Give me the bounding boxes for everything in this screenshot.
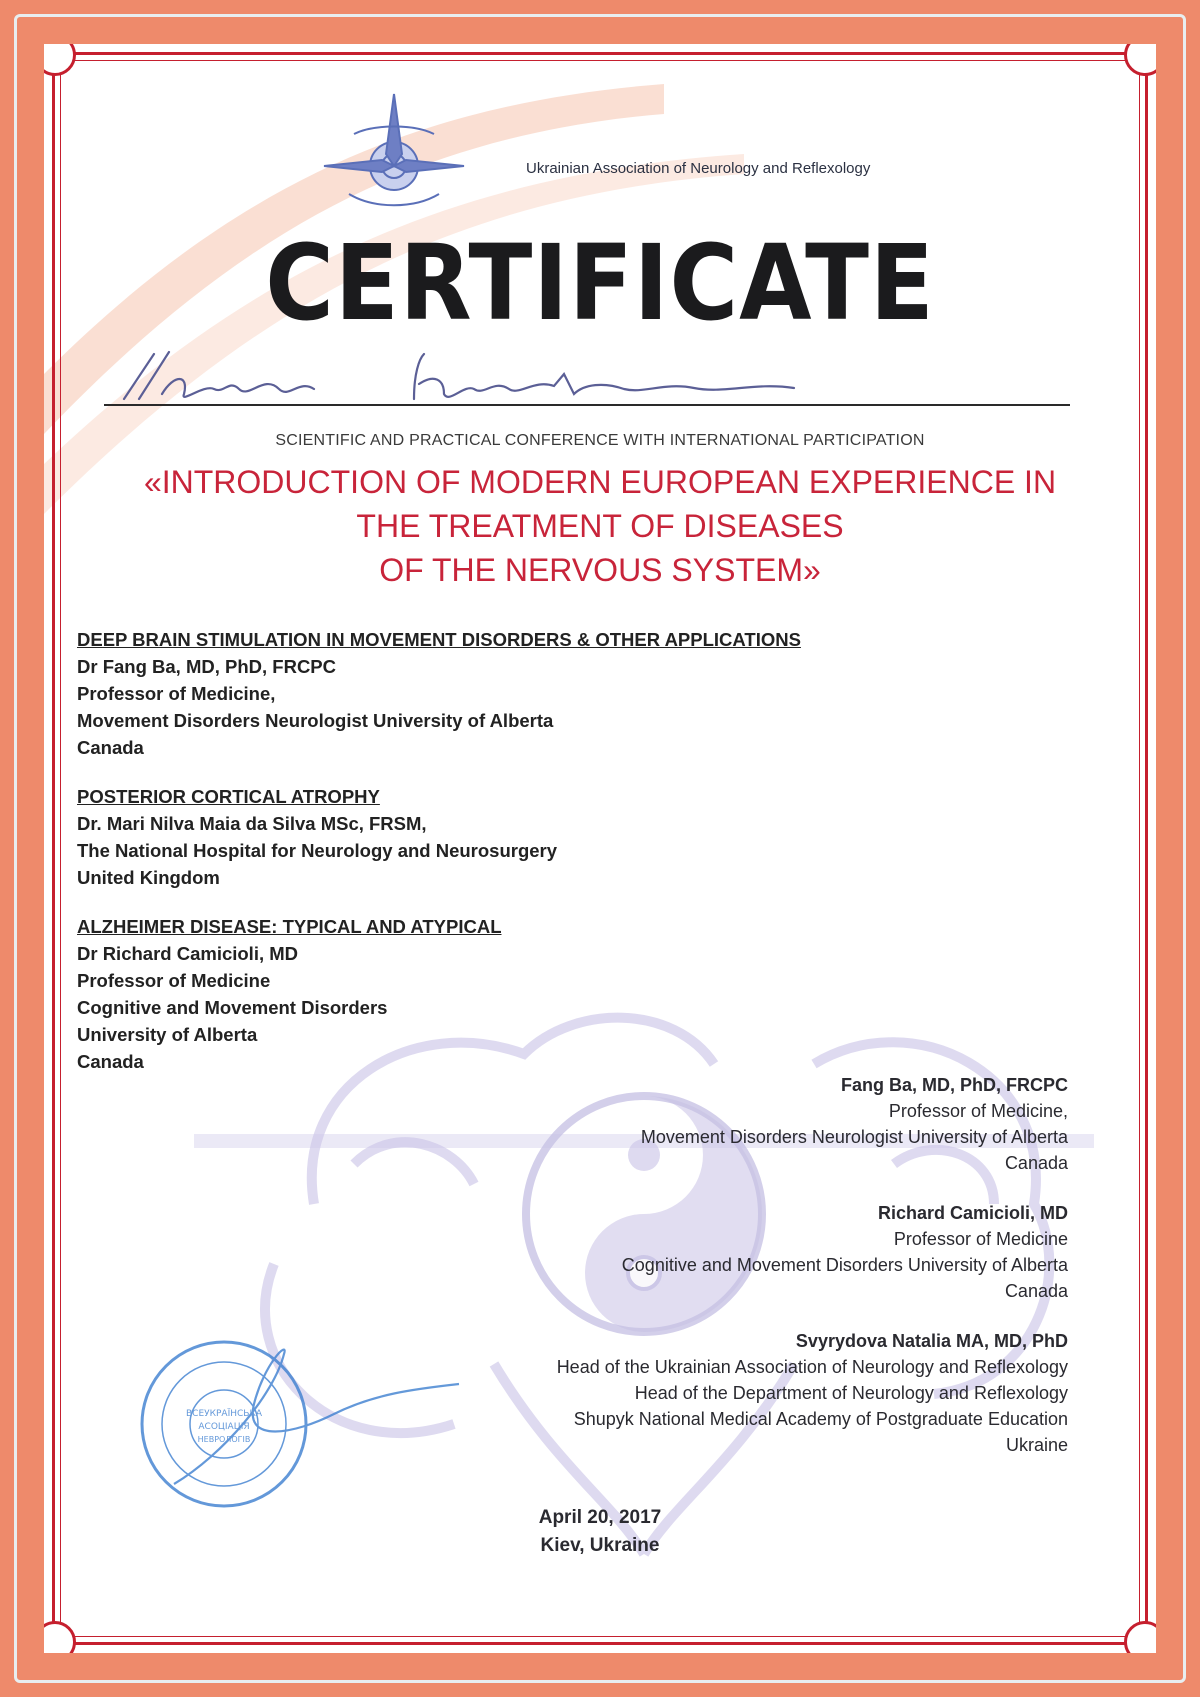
signer-line: Shupyk National Medical Academy of Postgraduate Education <box>573 1409 1068 1429</box>
svg-text:АСОЦІАЦІЯ: АСОЦІАЦІЯ <box>198 1422 250 1432</box>
date-place-block <box>44 1504 1156 1560</box>
lecture-line: Canada <box>77 737 144 758</box>
signer-name: Svyrydova Natalia MA, MD, PhD <box>795 1331 1068 1351</box>
conference-title <box>44 460 1156 592</box>
svg-text:ВСЕУКРАЇНСЬКА: ВСЕУКРАЇНСЬКА <box>185 1409 263 1419</box>
signer-line: Cognitive and Movement Disorders University of Alberta <box>621 1255 1068 1275</box>
signer-name: Fang Ba, MD, PhD, FRCPC <box>840 1075 1068 1095</box>
lecture-line: The National Hospital for Neurology and Neurosurgery <box>77 840 558 861</box>
svg-text:НЕВРОЛОГІВ: НЕВРОЛОГІВ <box>197 1435 251 1444</box>
lecture-line: Professor of Medicine <box>77 970 271 991</box>
lecture-line: United Kingdom <box>77 867 220 888</box>
signer-item <box>368 1328 1068 1458</box>
conference-subtitle: SCIENTIFIC AND PRACTICAL CONFERENCE WITH INTERNATIONAL PARTICIPATION <box>275 432 925 449</box>
signer-line: Ukraine <box>1005 1435 1068 1455</box>
lecture-line: Dr. Mari Nilva Maia da Silva MSc, FRSM, <box>77 813 427 834</box>
lecture-line: Movement Disorders Neurologist University of Alberta <box>77 710 554 731</box>
certificate-date: April 20, 2017 <box>538 1507 662 1528</box>
association-logo-icon <box>294 84 494 214</box>
signer-item <box>368 1072 1068 1176</box>
lecture-topic: DEEP BRAIN STIMULATION IN MOVEMENT DISORDERS & OTHER APPLICATIONS <box>77 629 801 650</box>
certificate-paper <box>44 44 1156 1653</box>
lecture-line: University of Alberta <box>77 1024 258 1045</box>
conference-title-line: OF THE NERVOUS SYSTEM» <box>379 552 821 588</box>
lecture-item <box>77 783 977 891</box>
lecture-line: Professor of Medicine, <box>77 683 276 704</box>
lecture-line: Dr Fang Ba, MD, PhD, FRCPC <box>77 656 337 677</box>
signer-line: Head of the Department of Neurology and Reflexology <box>634 1383 1068 1403</box>
lecture-item <box>77 626 977 761</box>
conference-title-line: THE TREATMENT OF DISEASES <box>356 508 844 544</box>
conference-title-line: «INTRODUCTION OF MODERN EUROPEAN EXPERIENCE IN <box>143 464 1057 500</box>
lecture-line: Cognitive and Movement Disorders <box>77 997 388 1018</box>
lecture-line: Canada <box>77 1051 144 1072</box>
signer-line: Canada <box>1004 1281 1068 1301</box>
organization-name: Ukrainian Association of Neurology and Reflexology <box>526 160 871 177</box>
signers-list <box>368 1072 1068 1482</box>
signer-item <box>368 1200 1068 1304</box>
signer-line: Movement Disorders Neurologist University of Alberta <box>640 1127 1068 1147</box>
signer-line: Canada <box>1004 1153 1068 1173</box>
lecture-topic: POSTERIOR CORTICAL ATROPHY <box>77 786 380 807</box>
signer-line: Professor of Medicine, <box>888 1101 1068 1121</box>
lecture-line: Dr Richard Camicioli, MD <box>77 943 299 964</box>
lectures-list <box>77 626 977 1097</box>
certificate-title: CERTIFICATE <box>265 222 935 344</box>
signer-name: Richard Camicioli, MD <box>877 1203 1068 1223</box>
signer-line: Head of the Ukrainian Association of Neurology and Reflexology <box>556 1357 1068 1377</box>
official-stamp-icon <box>134 1334 464 1514</box>
lecture-item <box>77 913 977 1075</box>
certificate-place: Kiev, Ukraine <box>540 1535 660 1556</box>
recipient-name-line <box>104 404 1070 406</box>
lecture-topic: ALZHEIMER DISEASE: TYPICAL AND ATYPICAL <box>77 916 502 937</box>
signer-line: Professor of Medicine <box>893 1229 1068 1249</box>
